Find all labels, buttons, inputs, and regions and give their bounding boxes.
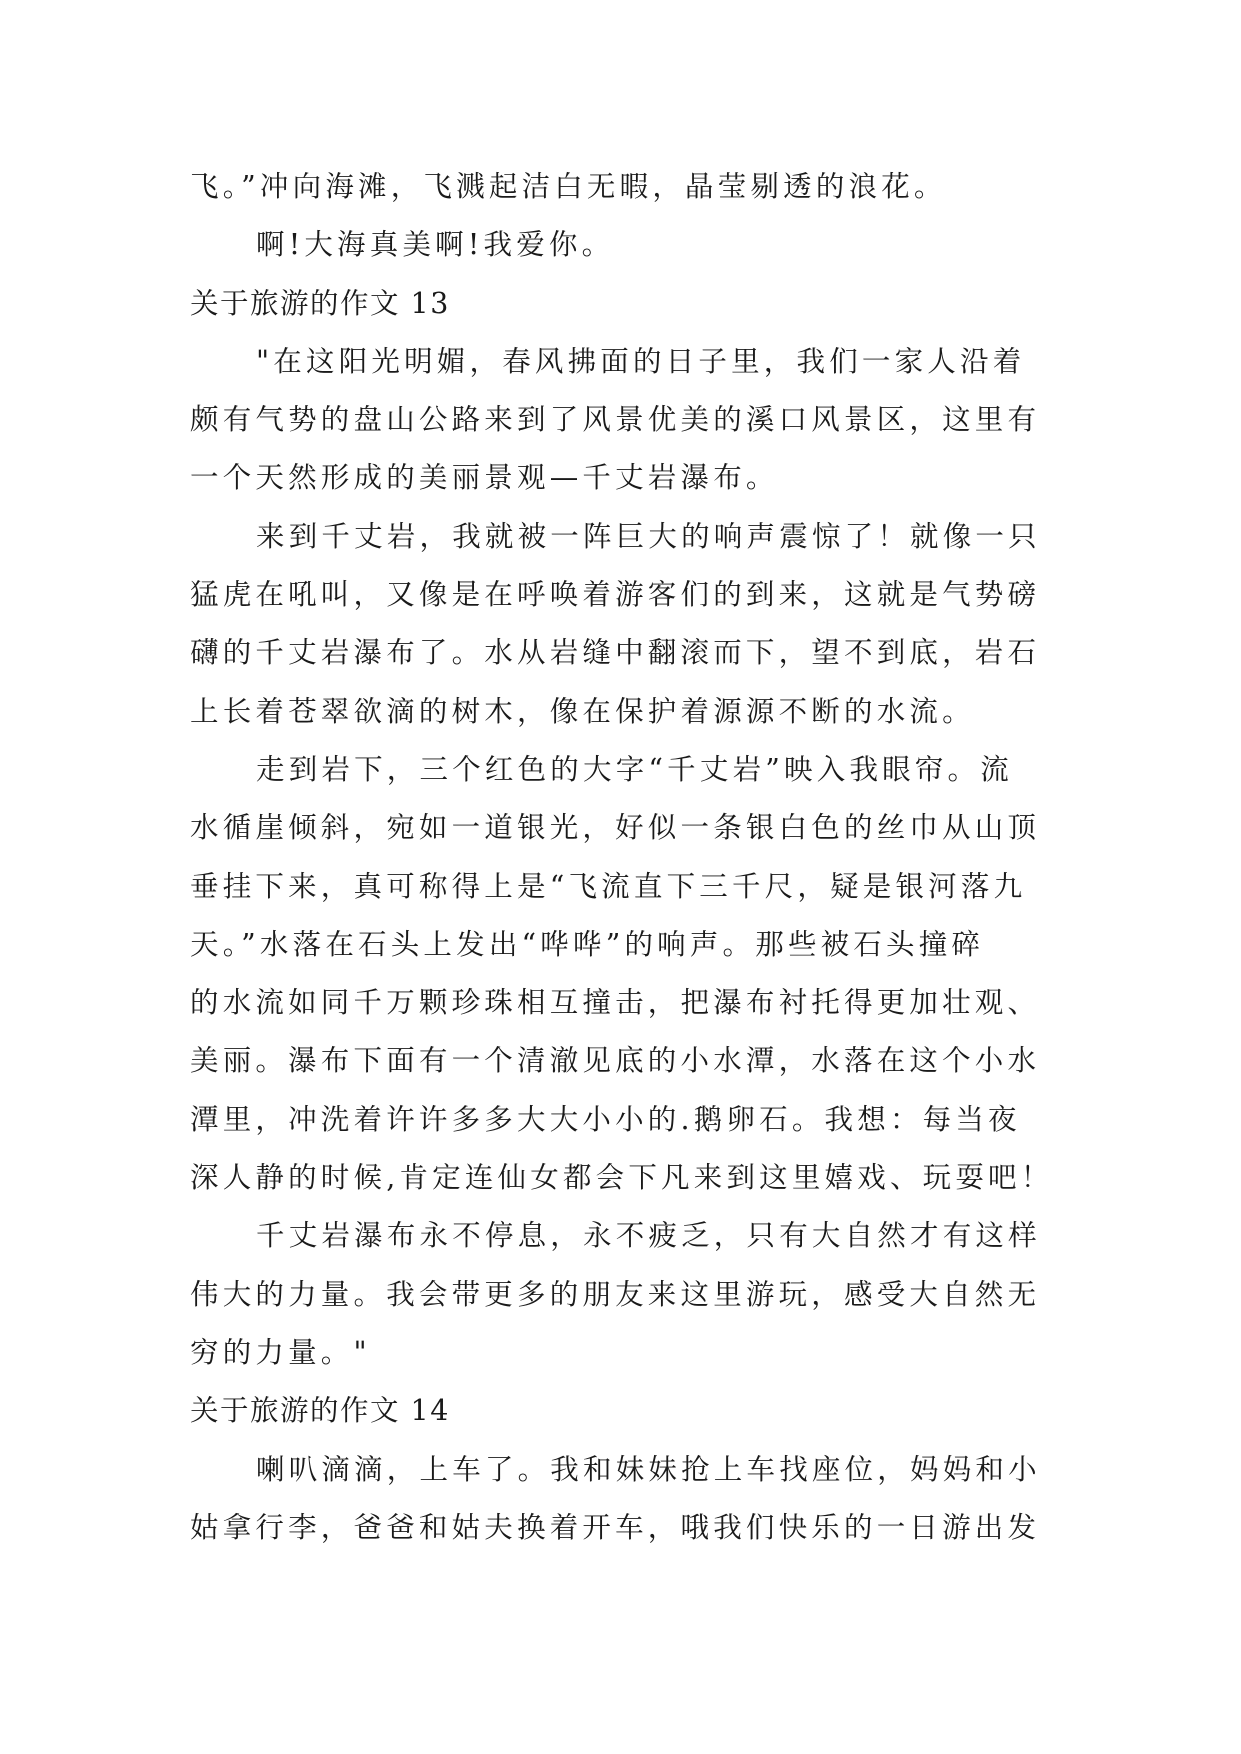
body-line: 水循崖倾斜，宛如一道银光，好似一条银白色的丝巾从山顶: [190, 811, 1041, 845]
body-line: 礴的千丈岩瀑布了。水从岩缝中翻滚而下，望不到底，岩石: [190, 636, 1041, 670]
body-line: 伟大的力量。我会带更多的朋友来这里游玩，感受大自然无: [190, 1277, 1041, 1311]
body-line: 一个天然形成的美丽景观—千丈岩瀑布。: [190, 461, 779, 495]
body-line: 猛虎在吼叫，又像是在呼唤着游客们的到来，这就是气势磅: [190, 578, 1041, 612]
body-line: 垂挂下来，真可称得上是“飞流直下三千尺，疑是银河落九: [190, 869, 1027, 903]
body-line: 喇叭滴滴，上车了。我和妹妹抢上车找座位，妈妈和小: [256, 1452, 1041, 1486]
body-line: 来到千丈岩，我就被一阵巨大的响声震惊了！就像一只: [256, 519, 1041, 553]
body-line: 美丽。瀑布下面有一个清澈见底的小水潭，水落在这个小水: [190, 1044, 1041, 1078]
document-body: [190, 158, 1054, 1557]
body-line: 飞。”冲向海滩，飞溅起洁白无暇，晶莹剔透的浪花。: [190, 170, 947, 203]
body-line: 深人静的时候,肯定连仙女都会下凡来到这里嬉戏、玩耍吧！: [190, 1161, 1054, 1195]
body-line: 千丈岩瀑布永不停息，永不疲乏，只有大自然才有这样: [256, 1219, 1041, 1253]
body-line: 颇有气势的盘山公路来到了风景优美的溪口风景区，这里有: [190, 403, 1041, 437]
body-line: 姑拿行李，爸爸和姑夫换着开车，哦我们快乐的一日游出发: [190, 1510, 1041, 1544]
body-line: 上长着苍翠欲滴的树木，像在保护着源源不断的水流。: [190, 694, 975, 728]
body-line: 潭里，冲洗着许许多多大大小小的.鹅卵石。我想：每当夜: [190, 1102, 1021, 1136]
essay-heading: 关于旅游的作文 14: [190, 1394, 450, 1428]
body-line: 穷的力量。": [190, 1335, 371, 1369]
body-line: 天。”水落在石头上发出“哗哗”的响声。那些被石头撞碎: [190, 927, 985, 961]
body-line: 啊!大海真美啊!我爱你。: [256, 228, 615, 262]
body-line: 走到岩下，三个红色的大字“千丈岩”映入我眼帘。流: [256, 752, 1013, 786]
body-line: 的水流如同千万颗珍珠相互撞击，把瀑布衬托得更加壮观、: [190, 986, 1041, 1020]
essay-heading: 关于旅游的作文 13: [190, 286, 450, 320]
body-line: "在这阳光明媚，春风拂面的日子里，我们一家人沿着: [256, 344, 1026, 378]
